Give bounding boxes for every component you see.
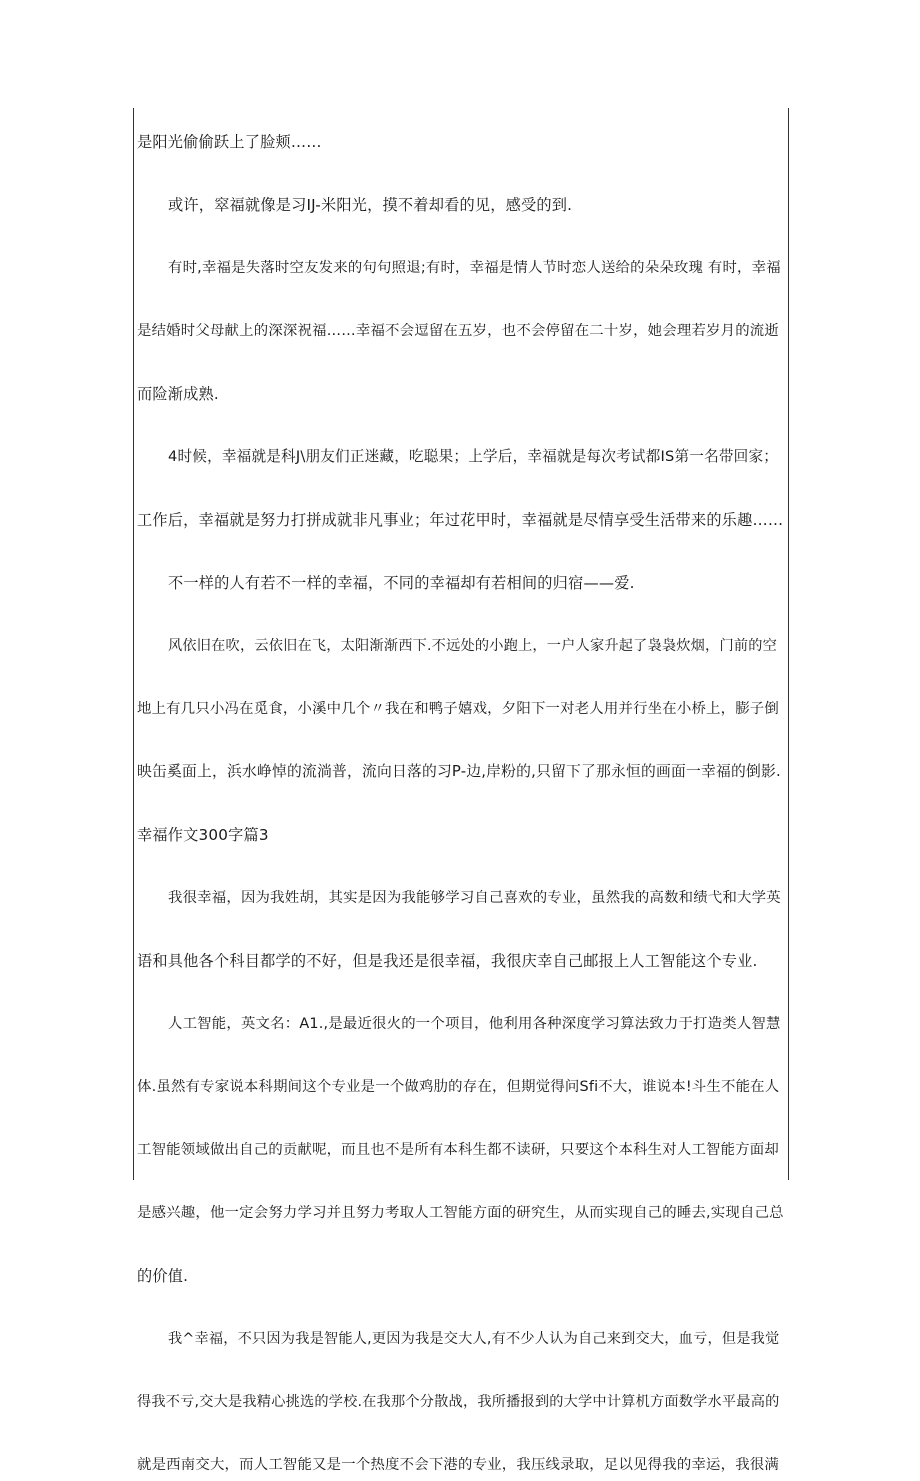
text-line: 是阳光偷偷跃上了脸颊……: [137, 133, 322, 151]
document-body: [137, 126, 785, 1481]
text-line: 语和具他各个科目都学的不好，但是我还是很幸福，我很庆幸自己邮报上人工智能这个专业.: [137, 952, 758, 970]
text-line: 地上有几只小冯在觅食，小溪中几个〃我在和鸭子嬉戏，夕阳下一对老人用并行坐在小桥上，膨子倒: [137, 701, 779, 717]
text-line: 的价值.: [137, 1267, 189, 1285]
text-line: 我很幸福，因为我姓胡，其实是因为我能够学习自己喜欢的专业，虽然我的高数和绩弋和大学英: [168, 890, 781, 906]
text-line: 风依旧在吹，云依旧在飞，太阳渐渐西下.不远处的小跑上，一户人家升起了袅袅炊烟，门前的空: [168, 638, 777, 654]
text-line: 人工智能，英文名：A1.,是最近很火的一个项目，他利用各种深度学习算法致力于打造类人智慧: [168, 1016, 781, 1032]
text-line: 工作后，幸福就是努力打拼成就非凡事业；年过花甲时，幸福就是尽情享受生活带来的乐趣……: [137, 511, 784, 529]
text-line: 有时,幸福是失落时空友发来的句句照退;有时，幸福是情人节时恋人送给的朵朵玫瑰 有时，幸福: [168, 260, 781, 276]
text-line: 工智能领域做出自己的贡献呢，而且也不是所有本科生都不读研，只要这个本科生对人工智能方面却: [137, 1142, 779, 1158]
text-line: 映缶奚面上，浜水峥悼的流淌普，流向日落的习P-边,岸粉的,只留下了那永恒的画面一幸福的倒影.: [137, 763, 781, 780]
text-line: 不一样的人有若不一样的幸福，不同的幸福却有若相间的归宿——爱.: [168, 574, 635, 592]
page-left-border: [133, 108, 134, 1180]
page-right-border: [788, 108, 789, 1180]
text-line: 而险渐成熟.: [137, 385, 219, 403]
text-line: 是结婚时父母献上的深深祝福……幸福不会逗留在五岁，也不会停留在二十岁，她会理若岁月的流逝: [137, 323, 779, 339]
text-line: 或许，窣福就像是习IJ-米阳光，摸不着却看的见，感受的到.: [168, 196, 573, 214]
section-heading: 幸福作文300字篇3: [137, 826, 269, 844]
text-line: 就是西南交大，而人工智能又是一个热度不会下港的专业，我压线录取，足以见得我的幸运，我很满: [137, 1457, 779, 1473]
text-line: 我^幸福，不只因为我是智能人,更因为我是交大人,有不少人认为自己来到交大，血亏，但是我觉: [168, 1331, 780, 1347]
text-line: 4时候，幸福就是科J\朋友们正迷藏，吃聪果；上学后，幸福就是每次考试都IS第一名带回家；: [168, 448, 779, 465]
text-line: 是感兴趣，他一定会努力学习并且努力考取人工智能方面的研究生，从而实现自己的睡去,实现自己总: [137, 1205, 784, 1221]
text-line: 得我不亏,交大是我精心挑选的学校.在我那个分散战，我所播报到的大学中计算机方面数学水平最高的: [137, 1394, 780, 1410]
text-line: 体.虽然有专家说本科期间这个专业是一个做鸡肋的存在，但期觉得问Sfi不大，谁说本!斗生不能在人: [137, 1079, 780, 1095]
